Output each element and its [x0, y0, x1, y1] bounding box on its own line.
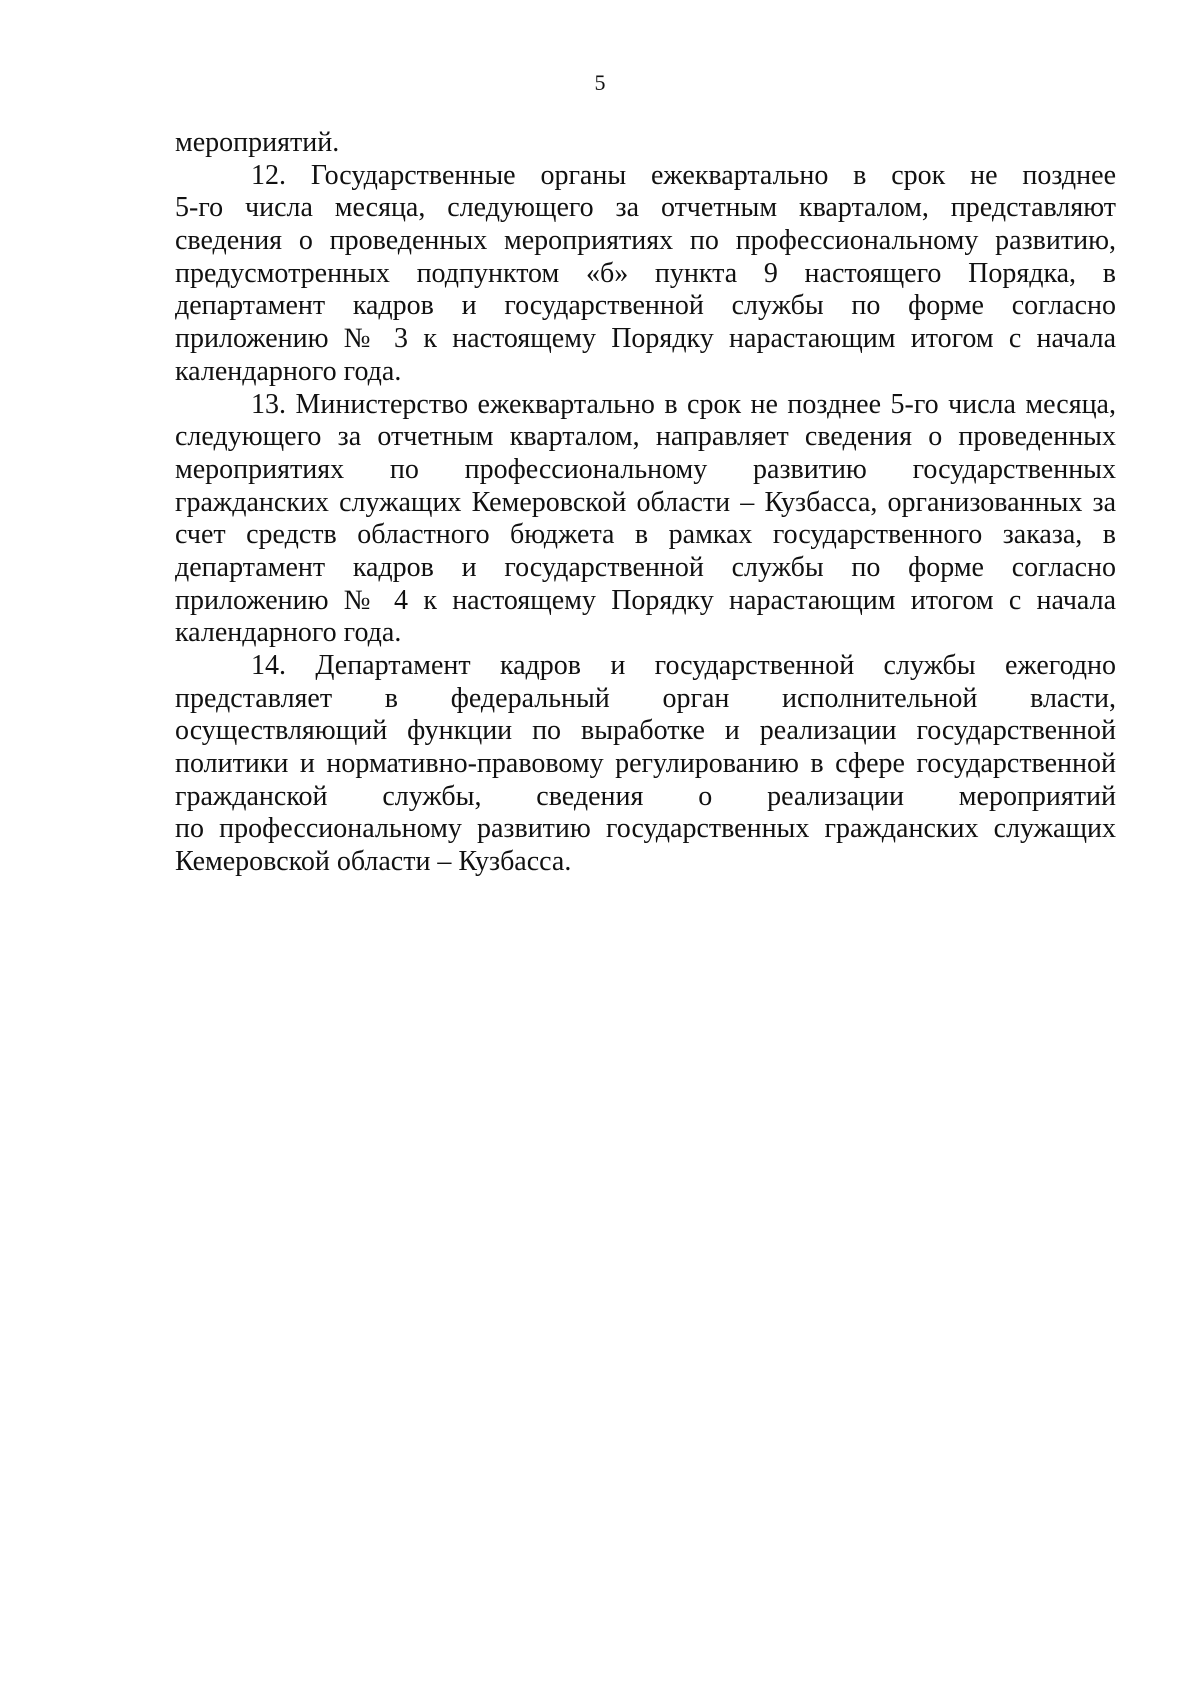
text-line: следующего за отчетным кварталом, направляет сведения о проведенных [175, 421, 1116, 453]
text-line: гражданских служащих Кемеровской области – Кузбасса, организованных за [175, 486, 1116, 518]
text-line: приложению № 3 к настоящему Порядку нарастающим итогом с начала [175, 323, 1116, 355]
paragraph [175, 127, 1116, 160]
text-line: гражданской службы, сведения о реализации мероприятий [175, 780, 1116, 812]
text-line: 12. Государственные органы ежеквартально в срок не позднее [251, 159, 1116, 191]
text-line: 14. Департамент кадров и государственной службы ежегодно [251, 650, 1116, 681]
text-line: мероприятий. [175, 127, 340, 158]
text-line: по профессиональному развитию государственных гражданских служащих [175, 813, 1116, 845]
paragraph [175, 160, 1116, 389]
text-line: департамент кадров и государственной службы по форме согласно [175, 290, 1116, 322]
text-line: политики и нормативно-правовому регулированию в сфере государственной [175, 748, 1116, 780]
text-line: сведения о проведенных мероприятиях по профессиональному развитию, [175, 225, 1116, 257]
text-line: 5-го числа месяца, следующего за отчетным кварталом, представляют [175, 192, 1116, 224]
text-line: Кемеровской области – Кузбасса. [175, 846, 572, 878]
text-line: 13. Министерство ежеквартально в срок не позднее 5-го числа месяца, [251, 388, 1116, 420]
text-line: приложению № 4 к настоящему Порядку нарастающим итогом с начала [175, 584, 1116, 616]
document-body [175, 127, 1116, 879]
page-number: 5 [594, 70, 606, 95]
text-line: счет средств областного бюджета в рамках государственного заказа, в [175, 519, 1116, 551]
text-line: представляет в федеральный орган исполнительной власти, [175, 682, 1116, 714]
text-line: мероприятиях по профессиональному развитию государственных [175, 453, 1116, 485]
text-line: осуществляющий функции по выработке и реализации государственной [175, 715, 1116, 747]
text-line: календарного года. [175, 617, 402, 649]
text-line: календарного года. [175, 355, 402, 387]
paragraph [175, 650, 1116, 879]
text-line: департамент кадров и государственной службы по форме согласно [175, 551, 1116, 583]
paragraph [175, 389, 1116, 651]
text-line: предусмотренных подпунктом «б» пункта 9 настоящего Порядка, в [175, 257, 1116, 289]
